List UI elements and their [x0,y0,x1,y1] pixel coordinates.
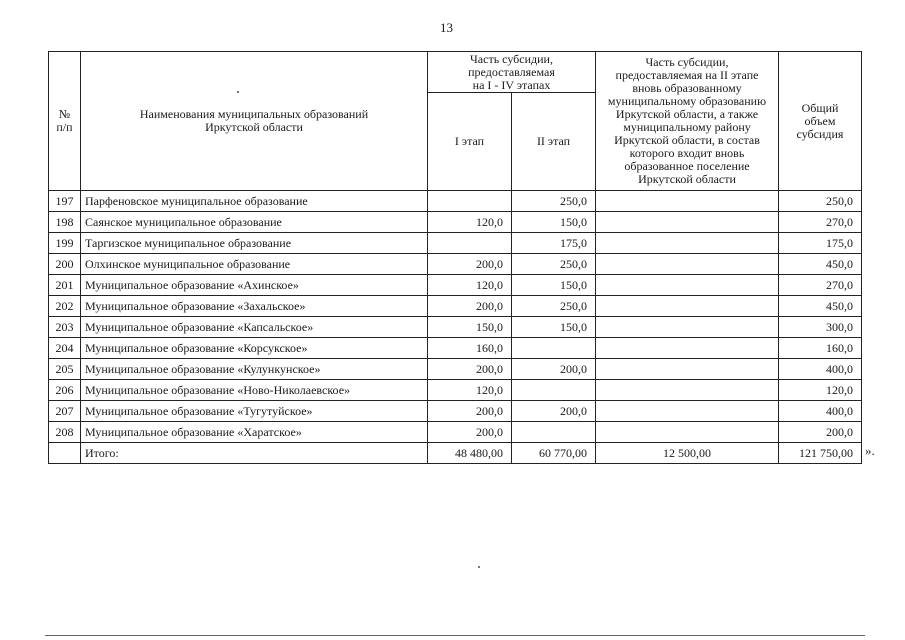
row-new [596,296,779,317]
page-number: 13 [440,20,453,35]
row-stage2: 250,0 [512,296,596,317]
row-total: 300,0 [779,317,862,338]
row-stage2: 200,0 [512,401,596,422]
row-new [596,338,779,359]
row-stage1: 120,0 [428,380,512,401]
row-stage1 [428,233,512,254]
row-new [596,233,779,254]
table-row [49,191,862,212]
row-total: 450,0 [779,296,862,317]
row-stage2: 150,0 [512,212,596,233]
row-number: 199 [49,233,81,254]
totals-total: 121 750,00 [779,443,862,464]
table-row [49,422,862,443]
row-name: Таргизское муниципальное образование [81,233,428,254]
header-part-stages: Часть субсидии, предоставляемая на I - IV этапах [428,52,596,93]
totals-empty-cell [49,443,81,464]
row-total: 175,0 [779,233,862,254]
table-row [49,254,862,275]
row-stage2: 200,0 [512,359,596,380]
row-number: 203 [49,317,81,338]
row-stage1: 200,0 [428,401,512,422]
row-stage1: 120,0 [428,275,512,296]
row-new [596,380,779,401]
bottom-rule [45,635,865,636]
table-row [49,296,862,317]
row-name: Муниципальное образование «Капсальское» [81,317,428,338]
row-number: 201 [49,275,81,296]
row-total: 120,0 [779,380,862,401]
totals-label: Итого: [81,443,428,464]
row-total: 400,0 [779,359,862,380]
table-row [49,380,862,401]
scan-speck [237,91,239,93]
row-name: Муниципальное образование «Харатское» [81,422,428,443]
row-name: Олхинское муниципальное образование [81,254,428,275]
table-row [49,275,862,296]
row-number: 206 [49,380,81,401]
row-new [596,401,779,422]
row-total: 450,0 [779,254,862,275]
closing-quote-mark: ». [865,443,875,458]
row-stage1: 200,0 [428,254,512,275]
row-name: Муниципальное образование «Ахинское» [81,275,428,296]
row-new [596,317,779,338]
row-stage1: 200,0 [428,422,512,443]
row-number: 207 [49,401,81,422]
table-row [49,233,862,254]
row-name: Муниципальное образование «Захальское» [81,296,428,317]
table-row [49,212,862,233]
row-total: 200,0 [779,422,862,443]
row-number: 197 [49,191,81,212]
totals-stage2: 60 770,00 [512,443,596,464]
scan-speck [478,566,480,568]
row-total: 400,0 [779,401,862,422]
row-number: 204 [49,338,81,359]
row-total: 160,0 [779,338,862,359]
header-name: Наименования муниципальных образований Иркутской области [81,52,428,191]
table-row [49,401,862,422]
row-stage1: 200,0 [428,296,512,317]
row-number: 208 [49,422,81,443]
row-new [596,359,779,380]
row-stage1: 160,0 [428,338,512,359]
row-stage2 [512,338,596,359]
header-part-new: Часть субсидии, предоставляемая на II этапе вновь образованному муниципальному образованию Иркутской области, а также муниципальному району Иркутской области, в состав которого входит вновь образованное поселение Иркутской области [596,52,779,191]
row-stage2 [512,380,596,401]
row-new [596,275,779,296]
row-name: Муниципальное образование «Кулункунское» [81,359,428,380]
row-stage1: 120,0 [428,212,512,233]
row-total: 250,0 [779,191,862,212]
table-row [49,317,862,338]
row-name: Саянское муниципальное образование [81,212,428,233]
row-stage2: 250,0 [512,254,596,275]
row-stage1 [428,191,512,212]
subsidy-table [48,51,862,464]
header-stage1: I этап [428,93,512,191]
table-row [49,338,862,359]
row-stage2: 150,0 [512,275,596,296]
row-number: 200 [49,254,81,275]
totals-stage1: 48 480,00 [428,443,512,464]
row-stage2: 250,0 [512,191,596,212]
row-stage2: 175,0 [512,233,596,254]
header-total: Общий объем субсидия [779,52,862,191]
row-stage1: 150,0 [428,317,512,338]
header-stage2: II этап [512,93,596,191]
row-name: Парфеновское муниципальное образование [81,191,428,212]
table-row [49,359,862,380]
row-new [596,422,779,443]
totals-row [49,443,862,464]
row-stage2 [512,422,596,443]
row-number: 198 [49,212,81,233]
row-stage2: 150,0 [512,317,596,338]
row-total: 270,0 [779,212,862,233]
header-num: № п/п [49,52,81,191]
row-new [596,212,779,233]
row-name: Муниципальное образование «Ново-Николаевское» [81,380,428,401]
row-stage1: 200,0 [428,359,512,380]
table-body [49,191,862,443]
row-number: 205 [49,359,81,380]
row-new [596,191,779,212]
row-total: 270,0 [779,275,862,296]
row-new [596,254,779,275]
row-name: Муниципальное образование «Тугутуйское» [81,401,428,422]
row-number: 202 [49,296,81,317]
totals-new: 12 500,00 [596,443,779,464]
row-name: Муниципальное образование «Корсукское» [81,338,428,359]
